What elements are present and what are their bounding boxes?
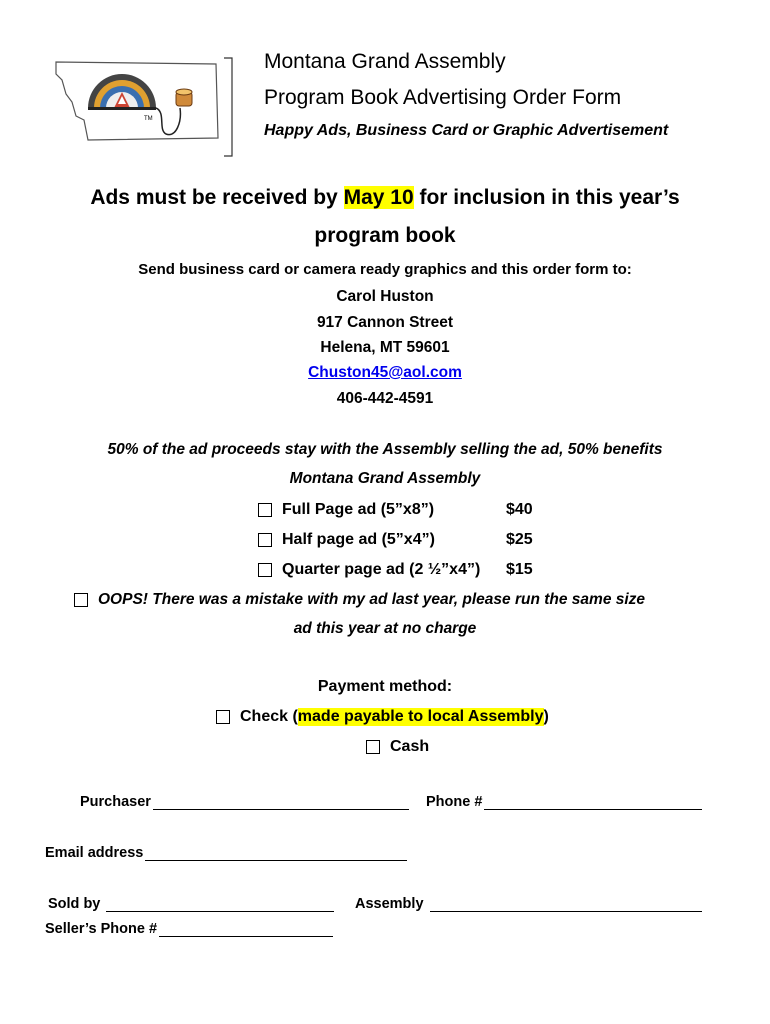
oops-line1: OOPS! There was a mistake with my ad last year, please run the same size xyxy=(98,591,646,608)
email-input-line[interactable] xyxy=(145,846,407,861)
purchaser-input-line[interactable] xyxy=(153,795,409,810)
check-label-highlight: made payable to local Assembly xyxy=(297,708,544,725)
cash-label: Cash xyxy=(390,738,430,755)
purchaser-label: Purchaser xyxy=(80,794,151,810)
check-label-after: ) xyxy=(543,708,549,725)
form-tagline: Happy Ads, Business Card or Graphic Advertisement xyxy=(264,122,669,139)
sold-by-input-line[interactable] xyxy=(106,897,334,912)
half-page-checkbox[interactable] xyxy=(258,533,272,547)
oops-checkbox[interactable] xyxy=(74,593,88,607)
assembly-input-line[interactable] xyxy=(430,897,702,912)
email-label: Email address xyxy=(45,845,144,861)
check-label-before: Check ( xyxy=(240,708,298,725)
deadline-date: May 10 xyxy=(343,186,414,209)
proceeds-note-line2: Montana Grand Assembly xyxy=(289,470,481,487)
contact-name: Carol Huston xyxy=(336,288,434,305)
oops-rerun-option[interactable] xyxy=(74,591,645,609)
ad-option-half-page[interactable] xyxy=(258,531,533,549)
sellers-phone-label: Seller’s Phone # xyxy=(45,921,158,937)
phone-field xyxy=(426,794,702,810)
proceeds-note-line1: 50% of the ad proceeds stay with the Assembly selling the ad, 50% benefits xyxy=(107,441,663,458)
full-page-price: $40 xyxy=(506,501,533,518)
contact-email-link[interactable]: Chuston45@aol.com xyxy=(308,364,462,381)
email-field xyxy=(45,845,407,861)
purchaser-field xyxy=(80,794,409,810)
phone-input-line[interactable] xyxy=(484,795,702,810)
payment-method-label: Payment method: xyxy=(317,678,453,695)
deadline-notice xyxy=(0,186,770,210)
oops-line2: ad this year at no charge xyxy=(293,620,477,637)
deadline-notice-line2: program book xyxy=(314,224,456,247)
full-page-checkbox[interactable] xyxy=(258,503,272,517)
ad-option-full-page[interactable] xyxy=(258,501,533,519)
cash-checkbox[interactable] xyxy=(366,740,380,754)
ad-option-quarter-page[interactable] xyxy=(258,561,533,579)
full-page-label: Full Page ad (5”x8”) xyxy=(282,501,435,518)
assembly-label: Assembly xyxy=(355,896,424,912)
sold-by-label: Sold by xyxy=(48,896,101,912)
payment-cash-option[interactable] xyxy=(366,738,429,756)
payment-check-option[interactable] xyxy=(216,708,549,726)
contact-street: 917 Cannon Street xyxy=(316,314,454,331)
check-checkbox[interactable] xyxy=(216,710,230,724)
deadline-text-after: for inclusion in this year’s xyxy=(413,186,680,209)
half-page-price: $25 xyxy=(506,531,533,548)
half-page-label: Half page ad (5”x4”) xyxy=(282,531,435,548)
contact-city: Helena, MT 59601 xyxy=(320,339,450,356)
trademark-mark: TM xyxy=(144,116,153,122)
deadline-text-before: Ads must be received by xyxy=(90,186,344,209)
quarter-page-label: Quarter page ad (2 ½”x4”) xyxy=(282,561,481,578)
send-instructions: Send business card or camera ready graphics and this order form to: xyxy=(138,261,632,278)
sellers-phone-field xyxy=(45,921,333,937)
sold-by-field xyxy=(48,896,334,912)
form-title: Program Book Advertising Order Form xyxy=(264,86,622,109)
phone-label: Phone # xyxy=(426,794,483,810)
sellers-phone-input-line[interactable] xyxy=(159,922,333,937)
quarter-page-checkbox[interactable] xyxy=(258,563,272,577)
quarter-page-price: $15 xyxy=(506,561,533,578)
assembly-field xyxy=(355,896,702,912)
montana-grand-assembly-logo xyxy=(48,50,238,162)
contact-phone: 406-442-4591 xyxy=(336,390,434,407)
form-org-title: Montana Grand Assembly xyxy=(264,50,506,73)
